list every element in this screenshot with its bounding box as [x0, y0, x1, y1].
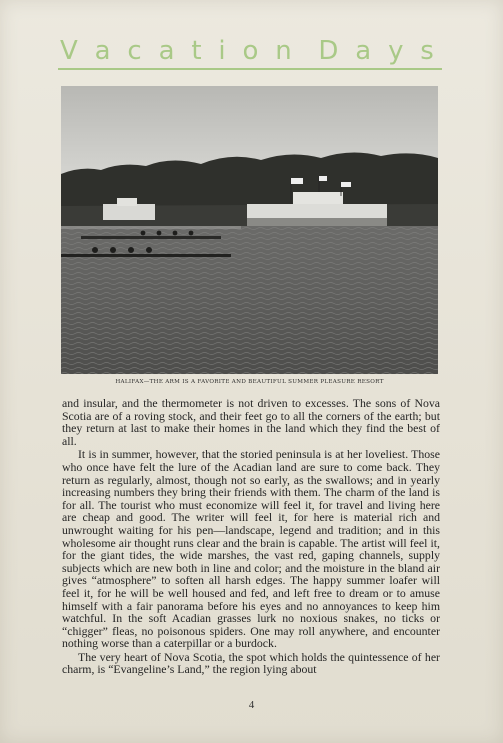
body-paragraph: and insular, and the thermometer is not driven to excesses. The sons of Nova Scotia are of a roving stock, and their feet go to all the corners of the earth; but they return at last to make their homes in the land which they find the best of all.: [62, 396, 440, 448]
body-text: [62, 397, 440, 676]
header-letter: s: [420, 36, 441, 66]
header-letter: i: [218, 36, 233, 66]
body-paragraph: It is in summer, however, that the storied peninsula is at her loveliest. Those who once have felt the lure of the Acadian land are sure to come back. They return as regularly, almost, though not so early, as the swallows; and in yearly increasing numbers they bring their friends with them. The charm of the land is for all. The tourist who must economize will feel it, for travel and living here are cheap and good. The writer will feel it, for here is material rich and unwrought waiting for his pen—landscape, legend and tradition; and in this wholesome air thought runs clear and the brain is capable. The artist will feel it, for the giant tides, the wide marshes, the vast red, gaping channels, supply subjects which are new both in line and color; and the moisture in the bland air gives “atmosphere” to soften all harsh edges. The happy summer loafer will feel it, for he will be well housed and fed, and left free to dream or to amuse himself with a fair panorama before his eyes and no annoyances to keep him watchful. In the soft Acadian grasses lurk no noxious snakes, no ticks or “chigger” fleas, no poisonous spiders. One may roll anywhere, and encounter nothing worse than a caterpillar or a burdock.: [62, 447, 440, 651]
header-letter: c: [127, 36, 149, 66]
body-paragraph: The very heart of Nova Scotia, the spot which holds the quintessence of her charm, is “Evangeline’s Land,” the region lying about: [62, 649, 440, 677]
header-letter: V: [60, 36, 85, 66]
header-letter: n: [275, 36, 299, 66]
header-letter: a: [158, 36, 182, 66]
photo-caption: HALIFAX—THE ARM IS A FAVORITE AND BEAUTIFUL SUMMER PLEASURE RESORT: [115, 379, 384, 385]
header-letter: a: [355, 36, 379, 66]
page-number: 4: [248, 699, 255, 711]
header-letter: o: [242, 36, 266, 66]
photo-illustration: [61, 86, 438, 374]
halifax-arm-photo: [61, 86, 438, 374]
header-letter: t: [191, 36, 209, 66]
running-header-title: [60, 36, 441, 66]
header-letter: y: [388, 36, 411, 66]
header-rule: [58, 68, 442, 70]
header-letter: D: [318, 36, 346, 66]
header-letter: a: [94, 36, 118, 66]
